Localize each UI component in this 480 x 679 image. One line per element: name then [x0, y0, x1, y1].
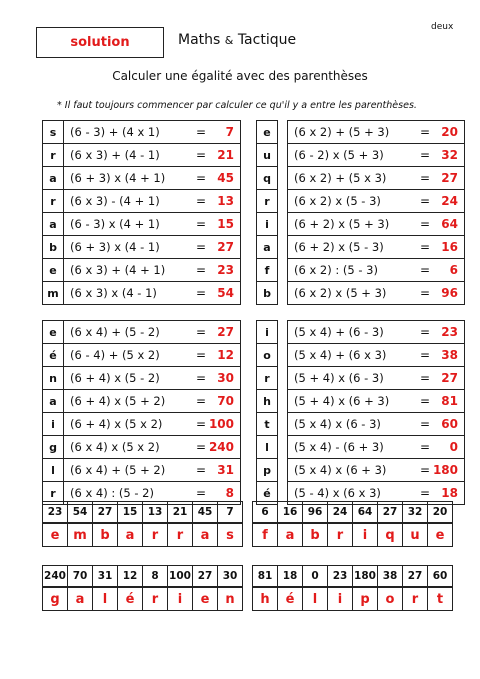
code-number: 100 [167, 565, 193, 587]
equals-sign: = [420, 217, 431, 231]
result-value: 180 [432, 463, 458, 477]
answer-letter: a [42, 389, 64, 413]
equation-row [287, 189, 465, 213]
expression: (6 x 4) : (5 - 2) [70, 486, 154, 500]
equation-row [63, 235, 241, 259]
code-number: 12 [117, 565, 143, 587]
expression: (6 + 4) x (5 x 2) [70, 417, 163, 431]
code-letter: r [402, 587, 428, 611]
expression: (6 x 4) x (5 x 2) [70, 440, 160, 454]
answer-letter: p [256, 458, 278, 482]
result-value: 27 [441, 171, 458, 185]
equals-sign: = [196, 486, 207, 500]
code-letter: l [302, 587, 328, 611]
code-number: 96 [302, 501, 328, 523]
expression: (6 - 3) + (4 x 1) [70, 125, 160, 139]
result-value: 45 [217, 171, 234, 185]
equals-sign: = [420, 325, 431, 339]
expression: (5 x 4) - (6 + 3) [294, 440, 384, 454]
code-letter: f [252, 523, 278, 547]
equation-row [287, 412, 465, 436]
expression: (6 x 3) x (4 - 1) [70, 286, 157, 300]
code-letter: e [42, 523, 68, 547]
equals-sign: = [420, 486, 431, 500]
expression: (6 x 4) + (5 + 2) [70, 463, 166, 477]
answer-letter: b [256, 281, 278, 305]
equation-row [63, 212, 241, 236]
answer-letter: a [42, 166, 64, 190]
code-number: 18 [277, 565, 303, 587]
code-number: 60 [427, 565, 453, 587]
equation-row [63, 320, 241, 344]
expression: (6 x 4) + (5 - 2) [70, 325, 160, 339]
result-value: 38 [441, 348, 458, 362]
code-number: 6 [252, 501, 278, 523]
result-value: 16 [441, 240, 458, 254]
code-letter: m [67, 523, 93, 547]
code-letter: r [327, 523, 353, 547]
equation-row [287, 435, 465, 459]
answer-letter: o [256, 343, 278, 367]
answer-letter: r [42, 143, 64, 167]
equation-row [287, 235, 465, 259]
answer-letter: n [42, 366, 64, 390]
code-number: 70 [67, 565, 93, 587]
answer-letter: b [42, 235, 64, 259]
result-value: 54 [217, 286, 234, 300]
result-value: 100 [208, 417, 234, 431]
code-letter: r [142, 523, 168, 547]
code-number: 64 [352, 501, 378, 523]
expression: (6 x 2) : (5 - 3) [294, 263, 378, 277]
code-letter: é [117, 587, 143, 611]
expression: (6 - 4) + (5 x 2) [70, 348, 160, 362]
result-value: 64 [441, 217, 458, 231]
code-letter: b [302, 523, 328, 547]
code-letter: a [192, 523, 218, 547]
answer-letter: r [42, 481, 64, 505]
result-value: 240 [208, 440, 234, 454]
equation-row [63, 412, 241, 436]
code-number: 38 [377, 565, 403, 587]
equals-sign: = [196, 286, 207, 300]
equation-row [63, 458, 241, 482]
expression: (6 - 2) x (5 + 3) [294, 148, 384, 162]
expression: (6 + 4) x (5 - 2) [70, 371, 160, 385]
expression: (5 + 4) x (6 + 3) [294, 394, 390, 408]
expression: (6 x 2) + (5 + 3) [294, 125, 390, 139]
answer-letter: u [256, 143, 278, 167]
code-number: 54 [67, 501, 93, 523]
code-number: 27 [192, 565, 218, 587]
page-tag: deux [431, 22, 454, 32]
equation-row [63, 143, 241, 167]
answer-letter: h [256, 389, 278, 413]
code-number: 81 [252, 565, 278, 587]
result-value: 27 [217, 240, 234, 254]
expression: (6 + 4) x (5 + 2) [70, 394, 166, 408]
equals-sign: = [196, 463, 207, 477]
expression: (5 x 4) + (6 - 3) [294, 325, 384, 339]
equation-row [287, 343, 465, 367]
answer-letter: f [256, 258, 278, 282]
answer-letter: s [42, 120, 64, 144]
expression: (6 + 3) x (4 + 1) [70, 171, 166, 185]
result-value: 96 [441, 286, 458, 300]
code-letter: i [327, 587, 353, 611]
subtitle: Calculer une égalité avec des parenthèses [112, 69, 368, 83]
equals-sign: = [420, 394, 431, 408]
equation-row [63, 435, 241, 459]
title-maths: Maths [178, 32, 221, 48]
answer-letter: l [256, 435, 278, 459]
code-number: 24 [327, 501, 353, 523]
expression: (6 + 3) x (4 - 1) [70, 240, 160, 254]
equation-row [287, 258, 465, 282]
answer-letter: a [42, 212, 64, 236]
equation-row [63, 258, 241, 282]
answer-letter: g [42, 435, 64, 459]
code-number: 27 [92, 501, 118, 523]
equation-row [287, 458, 465, 482]
expression: (6 x 2) x (5 - 3) [294, 194, 381, 208]
answer-letter: a [256, 235, 278, 259]
code-number: 180 [352, 565, 378, 587]
code-number: 23 [42, 501, 68, 523]
code-letter: h [252, 587, 278, 611]
answer-letter: r [256, 189, 278, 213]
equals-sign: = [196, 263, 207, 277]
expression: (5 x 4) + (6 x 3) [294, 348, 387, 362]
result-value: 8 [225, 486, 234, 500]
answer-letter: é [256, 481, 278, 505]
code-number: 8 [142, 565, 168, 587]
expression: (5 + 4) x (6 - 3) [294, 371, 384, 385]
code-number: 31 [92, 565, 118, 587]
answer-letter: l [42, 458, 64, 482]
result-value: 31 [217, 463, 234, 477]
equation-row [63, 120, 241, 144]
equals-sign: = [196, 348, 207, 362]
result-value: 23 [217, 263, 234, 277]
code-letter: r [142, 587, 168, 611]
code-number: 30 [217, 565, 243, 587]
equation-row [63, 281, 241, 305]
expression: (5 - 4) x (6 x 3) [294, 486, 381, 500]
equals-sign: = [196, 240, 207, 254]
result-value: 70 [217, 394, 234, 408]
equals-sign: = [420, 417, 431, 431]
solution-label: solution [70, 35, 130, 50]
equals-sign: = [420, 440, 431, 454]
result-value: 7 [225, 125, 234, 139]
equals-sign: = [196, 217, 207, 231]
answer-letter: e [42, 258, 64, 282]
answer-letter: r [256, 366, 278, 390]
equation-row [287, 320, 465, 344]
expression: (6 x 3) + (4 - 1) [70, 148, 160, 162]
code-number: 21 [167, 501, 193, 523]
result-value: 23 [441, 325, 458, 339]
equals-sign: = [420, 240, 431, 254]
code-letter: é [277, 587, 303, 611]
result-value: 81 [441, 394, 458, 408]
equation-row [63, 389, 241, 413]
result-value: 15 [217, 217, 234, 231]
code-number: 13 [142, 501, 168, 523]
code-letter: a [277, 523, 303, 547]
code-letter: e [192, 587, 218, 611]
equation-row [287, 120, 465, 144]
solution-box [36, 27, 164, 58]
code-letter: a [67, 587, 93, 611]
answer-letter: e [42, 320, 64, 344]
equals-sign: = [196, 394, 207, 408]
equals-sign: = [196, 171, 207, 185]
result-value: 13 [217, 194, 234, 208]
equals-sign: = [196, 371, 207, 385]
equation-row [63, 366, 241, 390]
equation-row [63, 166, 241, 190]
expression: (5 x 4) x (6 - 3) [294, 417, 381, 431]
expression: (6 x 2) + (5 x 3) [294, 171, 387, 185]
code-number: 16 [277, 501, 303, 523]
result-value: 20 [441, 125, 458, 139]
code-letter: t [427, 587, 453, 611]
expression: (6 x 2) x (5 + 3) [294, 286, 387, 300]
code-letter: r [167, 523, 193, 547]
equals-sign: = [196, 440, 207, 454]
expression: (6 + 2) x (5 + 3) [294, 217, 390, 231]
code-letter: s [217, 523, 243, 547]
equals-sign: = [420, 286, 431, 300]
expression: (6 - 3) x (4 + 1) [70, 217, 160, 231]
equals-sign: = [420, 125, 431, 139]
answer-letter: q [256, 166, 278, 190]
code-letter: i [167, 587, 193, 611]
title-ampersand: & [224, 34, 234, 47]
equals-sign: = [196, 325, 207, 339]
expression: (6 x 3) - (4 + 1) [70, 194, 160, 208]
equals-sign: = [420, 171, 431, 185]
equals-sign: = [196, 148, 207, 162]
result-value: 30 [217, 371, 234, 385]
answer-letter: i [256, 212, 278, 236]
code-number: 23 [327, 565, 353, 587]
answer-letter: i [256, 320, 278, 344]
code-number: 15 [117, 501, 143, 523]
answer-letter: r [42, 189, 64, 213]
equation-row [287, 366, 465, 390]
page-title [178, 32, 296, 48]
code-letter: p [352, 587, 378, 611]
expression: (5 x 4) x (6 + 3) [294, 463, 387, 477]
result-value: 21 [217, 148, 234, 162]
code-number: 240 [42, 565, 68, 587]
code-letter: l [92, 587, 118, 611]
equals-sign: = [420, 371, 431, 385]
code-letter: i [352, 523, 378, 547]
answer-letter: i [42, 412, 64, 436]
code-letter: a [117, 523, 143, 547]
equation-row [287, 166, 465, 190]
result-value: 6 [449, 263, 458, 277]
result-value: 0 [449, 440, 458, 454]
code-letter: q [377, 523, 403, 547]
result-value: 27 [217, 325, 234, 339]
equals-sign: = [420, 263, 431, 277]
code-letter: g [42, 587, 68, 611]
equals-sign: = [196, 194, 207, 208]
code-number: 27 [377, 501, 403, 523]
result-value: 24 [441, 194, 458, 208]
answer-letter: t [256, 412, 278, 436]
equation-row [63, 343, 241, 367]
equation-row [287, 143, 465, 167]
equation-row [63, 189, 241, 213]
equals-sign: = [420, 194, 431, 208]
code-number: 45 [192, 501, 218, 523]
code-letter: n [217, 587, 243, 611]
answer-letter: m [42, 281, 64, 305]
result-value: 27 [441, 371, 458, 385]
code-letter: b [92, 523, 118, 547]
equals-sign: = [196, 417, 207, 431]
result-value: 12 [217, 348, 234, 362]
title-tactique: Tactique [237, 32, 297, 48]
equation-row [287, 281, 465, 305]
result-value: 18 [441, 486, 458, 500]
code-number: 0 [302, 565, 328, 587]
code-number: 32 [402, 501, 428, 523]
answer-letter: e [256, 120, 278, 144]
code-number: 20 [427, 501, 453, 523]
code-number: 27 [402, 565, 428, 587]
code-letter: e [427, 523, 453, 547]
equals-sign: = [420, 463, 431, 477]
equals-sign: = [420, 148, 431, 162]
code-letter: o [377, 587, 403, 611]
code-letter: u [402, 523, 428, 547]
equals-sign: = [196, 125, 207, 139]
result-value: 32 [441, 148, 458, 162]
result-value: 60 [441, 417, 458, 431]
equation-row [287, 212, 465, 236]
equation-row [287, 389, 465, 413]
equals-sign: = [420, 348, 431, 362]
expression: (6 x 3) + (4 + 1) [70, 263, 166, 277]
answer-letter: é [42, 343, 64, 367]
instruction-note: * Il faut toujours commencer par calculer ce qu'il y a entre les parenthèses. [57, 100, 417, 111]
code-number: 7 [217, 501, 243, 523]
expression: (6 + 2) x (5 - 3) [294, 240, 384, 254]
